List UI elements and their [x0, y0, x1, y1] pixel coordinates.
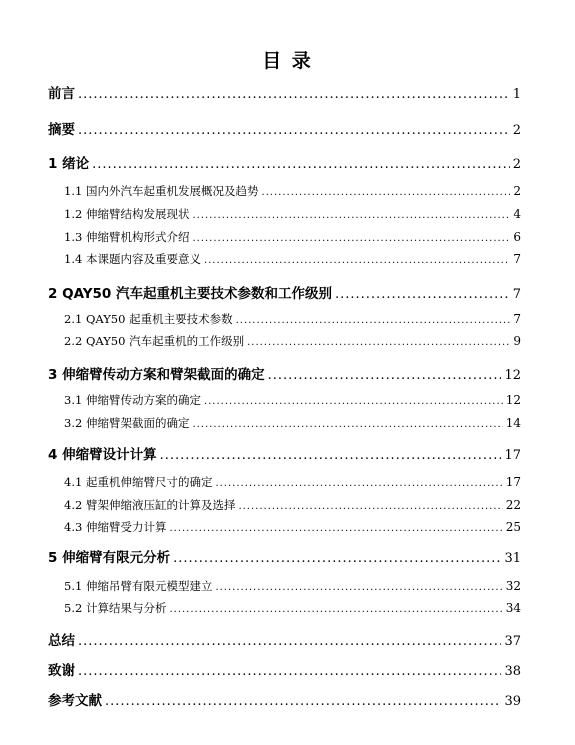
toc-entry-label: 1 绪论	[48, 156, 90, 172]
toc-entry-3-2[interactable]	[64, 415, 521, 431]
toc-entry-2-2[interactable]	[64, 333, 521, 349]
toc-entry-label: 1.1 国内外汽车起重机发展概况及趋势	[64, 184, 259, 198]
leader-dots	[105, 694, 501, 709]
toc-page-number: 17	[504, 448, 521, 463]
toc-page-number: 7	[512, 287, 521, 302]
toc-entry-summary[interactable]	[48, 629, 521, 649]
leader-dots	[268, 368, 502, 383]
toc-page-number: 25	[505, 520, 521, 534]
leader-dots	[173, 551, 501, 566]
leader-dots	[92, 157, 510, 172]
toc-entry-label: 前言	[48, 86, 75, 102]
toc-page-number: 2	[512, 123, 521, 138]
toc-entry-label: 5.1 伸缩吊臂有限元模型建立	[64, 579, 213, 593]
toc-entry-1-1[interactable]	[64, 183, 521, 199]
toc-entry-label: 4.2 臂架伸缩液压缸的计算及选择	[64, 498, 236, 512]
toc-entry-ch5[interactable]	[48, 546, 521, 566]
toc-entry-label: 2.1 QAY50 起重机主要技术参数	[64, 312, 233, 326]
leader-dots	[78, 87, 510, 102]
toc-entry-label: 3 伸缩臂传动方案和臂架截面的确定	[48, 367, 265, 383]
toc-page-number: 12	[504, 368, 521, 383]
toc-entry-label: 总结	[48, 633, 75, 649]
leader-dots	[247, 337, 510, 348]
toc-entry-label: 3.2 伸缩臂架截面的确定	[64, 416, 190, 430]
leader-dots	[215, 582, 502, 593]
toc-entry-1-3[interactable]	[64, 229, 521, 245]
toc-page-number: 37	[504, 634, 521, 649]
toc-entry-2-1[interactable]	[64, 311, 521, 327]
toc-entry-label: 1.3 伸缩臂机构形式介绍	[64, 230, 190, 244]
toc-entry-label: 5.2 计算结果与分析	[64, 601, 167, 615]
toc-entry-label: 1.2 伸缩臂结构发展现状	[64, 207, 190, 221]
toc-page-number: 7	[513, 252, 521, 266]
leader-dots	[192, 210, 510, 221]
toc-page-number: 1	[512, 87, 521, 102]
toc-entry-label: 4 伸缩臂设计计算	[48, 447, 157, 463]
toc-page-number: 4	[513, 207, 521, 221]
toc-title: 目 录	[262, 50, 313, 72]
toc-page-number: 39	[504, 694, 521, 709]
leader-dots	[78, 634, 501, 649]
toc-entry-label: 参考文献	[48, 693, 102, 709]
toc-page-number: 38	[504, 664, 521, 679]
toc-entry-ch3[interactable]	[48, 363, 521, 383]
leader-dots	[169, 523, 502, 534]
toc-entry-4-1[interactable]	[64, 474, 521, 490]
toc-entry-label: 摘要	[48, 122, 75, 138]
toc-page-number: 9	[513, 334, 521, 348]
toc-entry-label: 5 伸缩臂有限元分析	[48, 550, 171, 566]
leader-dots	[236, 315, 511, 326]
toc-entry-label: 4.3 伸缩臂受力计算	[64, 520, 167, 534]
toc-entry-ch2[interactable]	[48, 282, 521, 302]
toc-entry-label: 3.1 伸缩臂传动方案的确定	[64, 393, 201, 407]
toc-page-number: 7	[513, 312, 521, 326]
toc-page-number: 31	[504, 551, 521, 566]
toc-page-number: 32	[505, 579, 521, 593]
toc-entry-label: 4.1 起重机伸缩臂尺寸的确定	[64, 475, 213, 489]
toc-entry-acknowledgements[interactable]	[48, 659, 521, 679]
toc-entry-label: 1.4 本课题内容及重要意义	[64, 252, 201, 266]
toc-entry-label: 致谢	[48, 663, 75, 679]
leader-dots	[192, 419, 502, 430]
toc-entry-label: 2 QAY50 汽车起重机主要技术参数和工作级别	[48, 286, 332, 302]
toc-entry-abstract[interactable]	[48, 118, 521, 138]
leader-dots	[192, 233, 510, 244]
toc-page-number: 2	[512, 157, 521, 172]
toc-page-number: 14	[505, 416, 521, 430]
toc-entry-ch4[interactable]	[48, 443, 521, 463]
toc-page-number: 12	[505, 393, 521, 407]
leader-dots	[238, 501, 502, 512]
toc-entry-4-2[interactable]	[64, 497, 521, 513]
toc-page-number: 6	[513, 230, 521, 244]
toc-entry-3-1[interactable]	[64, 392, 521, 408]
toc-entry-ch1[interactable]	[48, 152, 521, 172]
leader-dots	[78, 123, 510, 138]
toc-entry-references[interactable]	[48, 689, 521, 709]
toc-entry-label: 2.2 QAY50 汽车起重机的工作级别	[64, 334, 245, 348]
leader-dots	[261, 187, 510, 198]
toc-page-number: 17	[505, 475, 521, 489]
toc-page-number: 2	[513, 184, 521, 198]
leader-dots	[215, 478, 502, 489]
leader-dots	[78, 664, 501, 679]
toc-page-number: 22	[505, 498, 521, 512]
leader-dots	[335, 287, 510, 302]
toc-entry-4-3[interactable]	[64, 519, 521, 535]
leader-dots	[160, 448, 502, 463]
toc-entry-5-1[interactable]	[64, 578, 521, 594]
leader-dots	[204, 255, 510, 266]
leader-dots	[169, 604, 502, 615]
toc-entry-preface[interactable]	[48, 82, 521, 102]
leader-dots	[204, 396, 503, 407]
toc-entry-1-4[interactable]	[64, 251, 521, 267]
toc-entry-1-2[interactable]	[64, 206, 521, 222]
toc-page-number: 34	[505, 601, 521, 615]
toc-entry-5-2[interactable]	[64, 600, 521, 616]
